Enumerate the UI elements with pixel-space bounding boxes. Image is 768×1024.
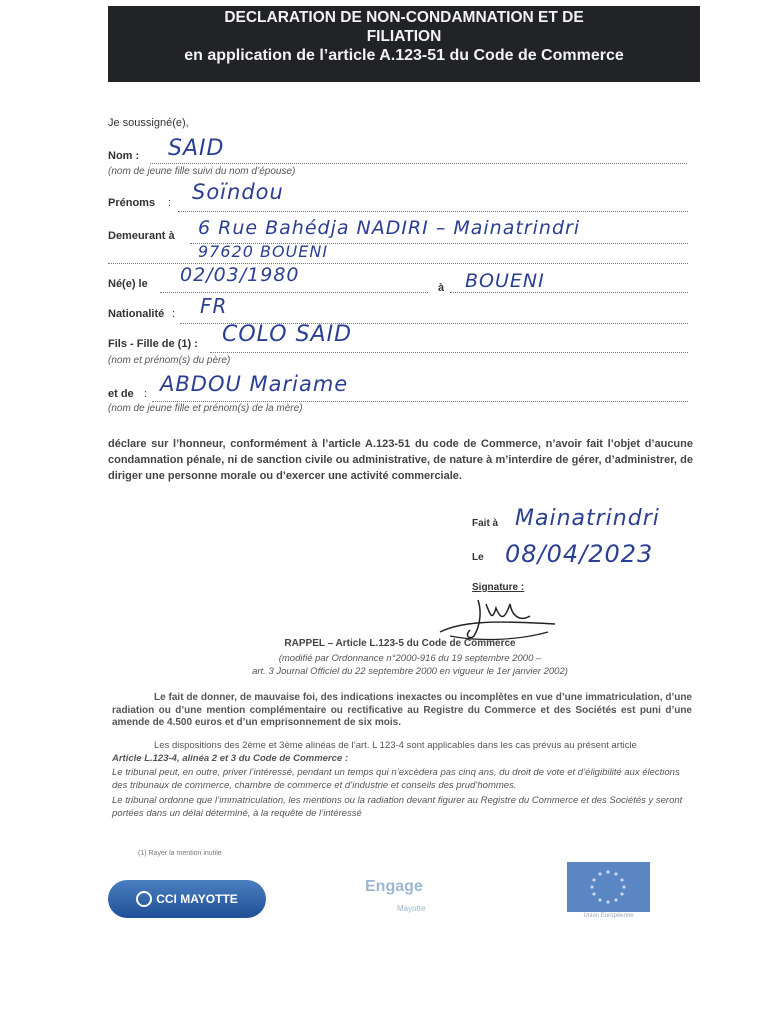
etde-value: ABDOU Mariame xyxy=(160,372,349,396)
nom-label: Nom : xyxy=(108,150,140,162)
prenoms-dotted-line xyxy=(178,211,688,212)
engage-mayotte-logo xyxy=(345,872,450,922)
etde-dotted-line xyxy=(152,401,688,402)
nom-value: SAID xyxy=(168,136,225,161)
le-label: Le xyxy=(472,552,484,563)
engage-logo-text: Engage xyxy=(365,878,423,895)
intro-text: Je soussigné(e), xyxy=(108,117,189,129)
fait-value: Mainatrindri xyxy=(515,506,660,531)
footnote: (1) Rayer la mention inutile xyxy=(138,850,222,857)
eu-stars-icon xyxy=(567,862,650,912)
cci-logo-text: CCI MAYOTTE xyxy=(156,892,238,906)
le-value: 08/04/2023 xyxy=(505,540,654,568)
nom-dotted-line xyxy=(150,163,687,164)
cci-mayotte-logo xyxy=(108,880,266,918)
nationalite-value: FR xyxy=(200,294,228,318)
demeurant-value-line2: 97620 BOUENI xyxy=(198,242,329,261)
prenoms-value: Soïndou xyxy=(192,180,284,204)
demeurant-label: Demeurant à xyxy=(108,230,175,242)
legal-paragraph-3: Le tribunal peut, en outre, priver l’intéressé, pendant un temps qui n’excèdera pas cinq ans, du droit de vote et d’éligibilité aux élections des tribunaux de commerce, chambre de commerce et d’industrie et conseils des prud’hommes. xyxy=(112,767,680,791)
etde-label: et de xyxy=(108,388,134,400)
signature-label: Signature : xyxy=(472,582,525,593)
a-label: à xyxy=(438,282,445,294)
fils-note: (nom et prénom(s) du père) xyxy=(108,355,231,366)
nom-note: (nom de jeune fille suivi du nom d’épouse) xyxy=(108,166,296,177)
nationalite-label: Nationalité xyxy=(108,308,165,320)
prenoms-label: Prénoms xyxy=(108,197,156,209)
declaration-text: déclare sur l’honneur, conformément à l’article A.123-51 du code de Commerce, n’avoir fait l’objet d’aucune condamnation pénale, ni de sanction civile ou administrative, de nature à m’interdire de gérer, d’administrer, de diriger une personne morale ou d’exercer une activité commerciale. xyxy=(108,438,693,482)
eu-flag-logo xyxy=(567,862,650,912)
header-title-line1: DECLARATION DE NON-CONDAMNATION ET DE xyxy=(224,9,584,26)
eu-caption: Union Européenne xyxy=(583,913,634,919)
fait-label: Fait à xyxy=(472,518,499,529)
fils-dotted-line xyxy=(210,352,688,353)
rappel-line1: (modifié par Ordonnance n°2000-916 du 19 septembre 2000 – xyxy=(278,653,542,664)
rappel-line2: art. 3 Journal Officiel du 22 septembre 2000 en vigueur le 1er janvier 2002) xyxy=(252,666,568,677)
legal-paragraph-1: Le fait de donner, de mauvaise foi, des indications inexactes ou incomplètes en vue d’une immatriculation, d’une radiation ou d’une mention complémentaire ou rectificative au Registre du Commerce et des Sociétés est puni d’une amende de 4.500 euros et d’un emprisonnement de six mois. xyxy=(112,692,692,728)
legal-paragraph-4: Le tribunal ordonne que l’immatriculation, les mentions ou la radiation devant figurer au Registre du Commerce et des Sociétés y seront portées dans un délai déterminé, à la requête de l’intéressé xyxy=(112,795,683,819)
rappel-title: RAPPEL – Article L.123-5 du Code de Commerce xyxy=(284,638,516,649)
handwritten-signature xyxy=(430,592,565,644)
engage-logo-subtext: Mayotte xyxy=(397,904,426,913)
lieu-value: BOUENI xyxy=(465,270,545,292)
cci-emblem-icon xyxy=(136,891,152,907)
header-title-line3: en application de l’article A.123-51 du Code de Commerce xyxy=(184,47,624,64)
nele-dotted-line xyxy=(160,292,428,293)
legal-article-title: Article L.123-4, alinéa 2 et 3 du Code de Commerce : xyxy=(112,753,348,764)
demeurant-value-line1: 6 Rue Bahédja NADIRI – Mainatrindri xyxy=(198,217,581,239)
document-page: DECLARATION DE NON-CONDAMNATION ET DE FILIATION en application de l’article A.123-51 du Code de Commerce Je soussigné(e), Nom : SAID (nom de jeune fille suivi du nom d’épouse) Prénoms : Soïndou Demeurant à 6 Rue Bahédja NADIRI – Mainatrindri 97620 BOUENI Né(e) le 02/03/1980 à BOUENI Nationalité : FR Fils - Fille de (1) : COLO SAID (nom et prénom(s) du père) et de : ABDOU Mariame (nom de jeune fille et prénom(s) de la mère) déclare sur l’honneur, conformément à l’article A.123-51 du code de Commerce, n’avoir fait l’objet d’aucune condamnation pénale, ni de sanction civile ou administrative, de nature à m’interdire de gérer, d’administrer, de diriger une personne morale ou d’exercer une activité commerciale. Fait à Mainatrindri Le 08/04/2023 Signature : RAPPEL – Article L.123-5 du Code de Commerce (modifié par Ordonnance n°2000-916 du 19 septembre 2000 – art. 3 Journal Officiel du 22 septembre 2000 en vigueur le 1er janvier 2002) Le fait de donner, de mauvaise foi, des indications inexactes ou incomplètes en vue d’une immatriculation, d’une radiation ou d’une mention complémentaire ou rectificative au Registre du Commerce et des Sociétés est puni d’une amende de 4.500 euros et d’un emprisonnement de six mois. Les dispositions des 2ème et 3ème alinéas de l’art. L 123-4 sont applicables dans les cas prévus au présent article Article L.123-4, alinéa 2 et 3 du Code de Commerce : Le tribunal peut, en outre, priver l’intéressé, pendant un temps qui n’excèdera pas cinq ans, du droit de vote et d’éligibilité aux élections des tribunaux de commerce, chambre de commerce et d’industrie et conseils des prud’hommes. Le tribunal ordonne que l’immatriculation, les mentions ou la radiation devant figurer au Registre du Commerce et des Sociétés y seront portées dans un délai déterminé, à la requête de l’intéressé (1) Rayer la mention inutile CCI MAYOTTE Engage Mayotte Union Européenne xyxy=(0,0,768,1024)
fils-value: COLO SAID xyxy=(222,322,353,347)
document-header xyxy=(108,6,700,82)
nele-label: Né(e) le xyxy=(108,278,148,290)
fils-label: Fils - Fille de (1) : xyxy=(108,338,198,350)
etde-note: (nom de jeune fille et prénom(s) de la mère) xyxy=(108,403,303,414)
header-title-line2: FILIATION xyxy=(366,28,442,45)
nele-value: 02/03/1980 xyxy=(180,264,300,286)
lieu-dotted-line xyxy=(450,292,688,293)
legal-paragraph-2: Les dispositions des 2ème et 3ème alinéas de l’art. L 123-4 sont applicables dans les cas prévus au présent article xyxy=(154,740,637,751)
